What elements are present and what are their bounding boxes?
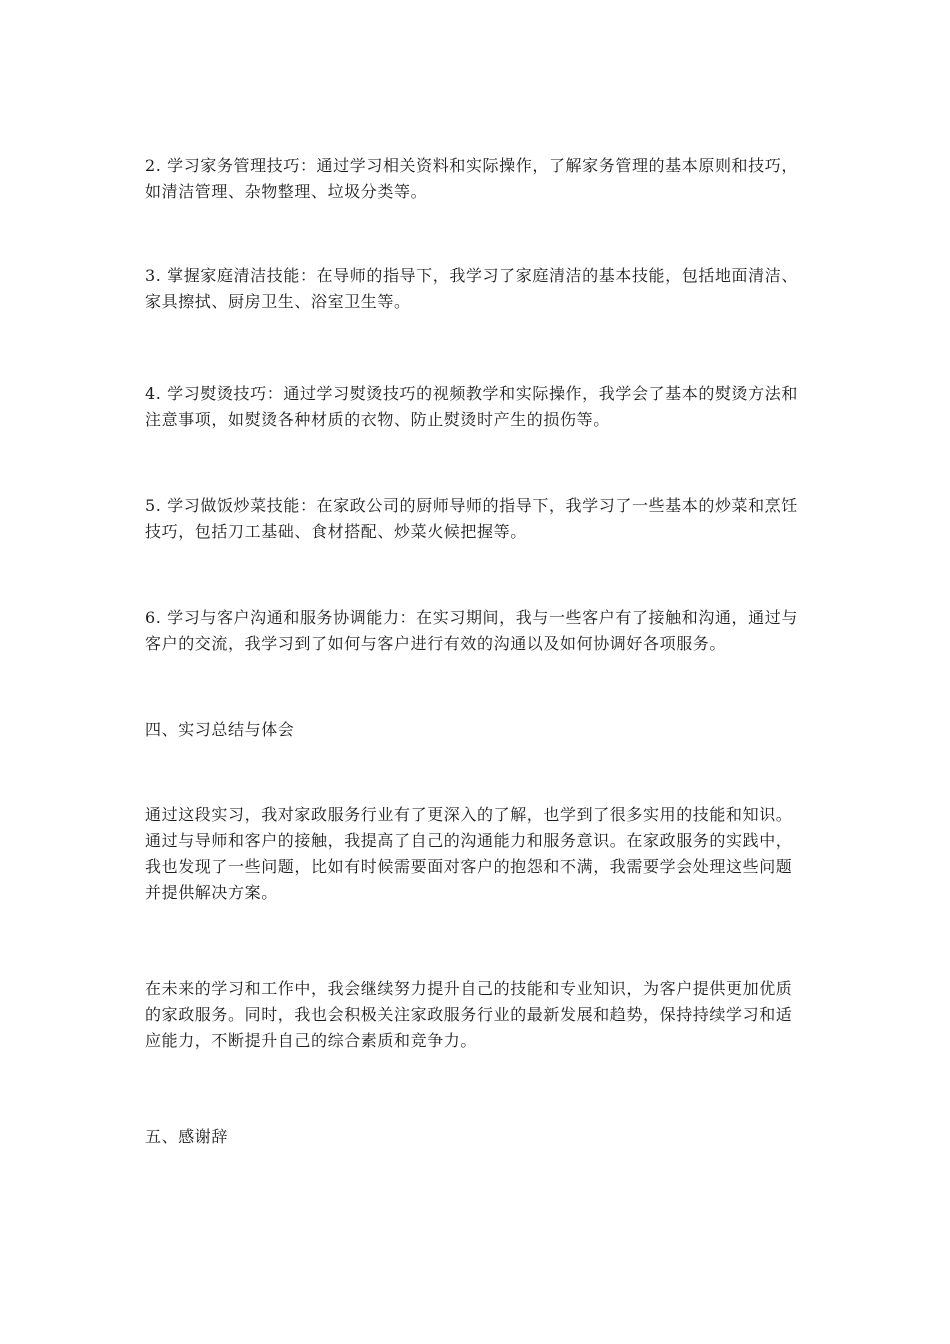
summary-paragraph-2: 在未来的学习和工作中，我会继续努力提升自己的技能和专业知识，为客户提供更加优质的家政服务。同时，我也会积极关注家政服务行业的最新发展和趋势，保持持续学习和适应能力，不断提升自己的综合素质和竞争力。 bbox=[145, 979, 793, 1050]
list-item-4: 4. 学习熨烫技巧：通过学习熨烫技巧的视频教学和实际操作，我学会了基本的熨烫方法和注意事项，如熨烫各种材质的衣物、防止熨烫时产生的损伤等。 bbox=[145, 384, 798, 429]
summary-paragraph-1: 通过这段实习，我对家政服务行业有了更深入的了解，也学到了很多实用的技能和知识。通过与导师和客户的接触，我提高了自己的沟通能力和服务意识。在家政服务的实践中，我也发现了一些问题，比如有时候需要面对客户的抱怨和不满，我需要学会处理这些问题并提供解决方案。 bbox=[145, 805, 793, 902]
section-heading-thanks: 五、感谢辞 bbox=[145, 1127, 229, 1146]
list-item-3: 3. 掌握家庭清洁技能：在导师的指导下，我学习了家庭清洁的基本技能，包括地面清洁、家具擦拭、厨房卫生、浴室卫生等。 bbox=[145, 266, 798, 311]
list-item-2: 2. 学习家务管理技巧：通过学习相关资料和实际操作，了解家务管理的基本原则和技巧，如清洁管理、杂物整理、垃圾分类等。 bbox=[145, 156, 798, 201]
list-item-5: 5. 学习做饭炒菜技能：在家政公司的厨师导师的指导下，我学习了一些基本的炒菜和烹饪技巧，包括刀工基础、食材搭配、炒菜火候把握等。 bbox=[145, 496, 798, 541]
list-item-6: 6. 学习与客户沟通和服务协调能力：在实习期间，我与一些客户有了接触和沟通，通过与客户的交流，我学习到了如何与客户进行有效的沟通以及如何协调好各项服务。 bbox=[145, 608, 798, 653]
section-heading-summary: 四、实习总结与体会 bbox=[145, 720, 295, 739]
